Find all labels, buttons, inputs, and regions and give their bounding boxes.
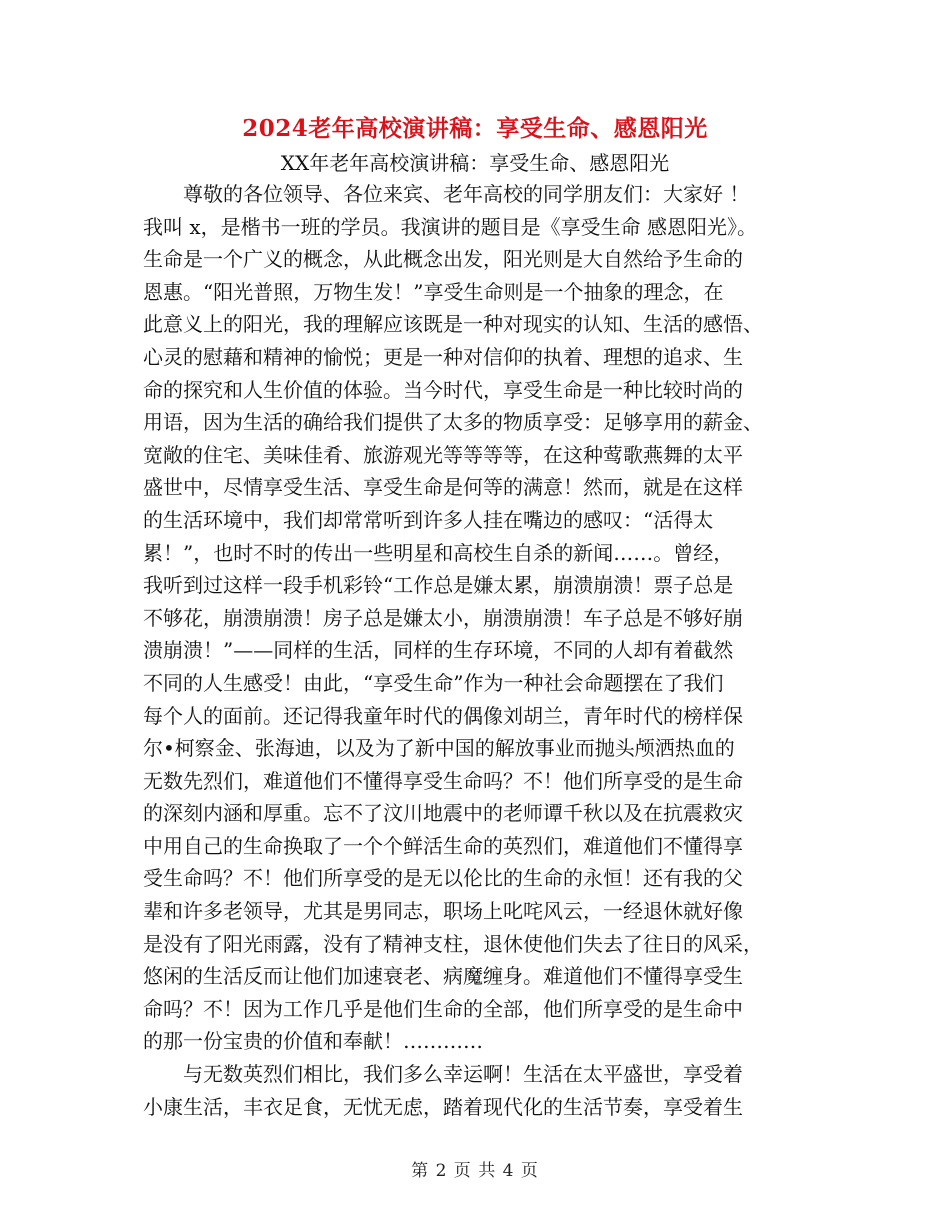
body-line: 的那一份宝贵的价值和奉献！………… <box>143 1029 483 1054</box>
document-title: 2024老年高校演讲稿：享受生命、感恩阳光 <box>242 115 708 142</box>
body-line: 命的探究和人生价值的体验。当今时代，享受生命是一种比较时尚的 <box>143 377 743 402</box>
body-line: 受生命吗？不！他们所享受的是无以伦比的生命的永恒！还有我的父 <box>143 866 743 891</box>
body-line: 是没有了阳光雨露，没有了精神支柱，退休使他们失去了往日的风采， <box>143 931 763 956</box>
document-subtitle: XX年老年高校演讲稿：享受生命、感恩阳光 <box>280 151 670 175</box>
body-line: 恩惠。“阳光普照，万物生发！”享受生命则是一个抽象的理念，在 <box>143 279 724 304</box>
body-line: 用语，因为生活的确给我们提供了太多的物质享受：足够享用的薪金、 <box>143 410 763 435</box>
body-line: 命吗？不！因为工作几乎是他们生命的全部，他们所享受的是生命中 <box>143 996 743 1021</box>
body-line: 不同的人生感受！由此，“享受生命”作为一种社会命题摆在了我们 <box>143 670 724 695</box>
body-line: 宽敞的住宅、美味佳肴、旅游观光等等等等，在这种莺歌燕舞的太平 <box>143 442 743 467</box>
body-line: 的生活环境中，我们却常常听到许多人挂在嘴边的感叹：“活得太 <box>143 507 714 532</box>
body-line: 辈和许多老领导，尤其是男同志，职场上叱咤风云，一经退休就好像 <box>143 899 743 924</box>
body-line: 尔•柯察金、张海迪，以及为了新中国的解放事业而抛头颅洒热血的 <box>143 736 735 761</box>
body-line: 与无数英烈们相比，我们多么幸运啊！生活在太平盛世，享受着 <box>183 1062 743 1087</box>
body-line: 尊敬的各位领导、各位来宾、老年高校的同学朋友们：大家好 ！ <box>183 182 750 206</box>
body-line: 悠闲的生活反而让他们加速衰老、病魔缠身。难道他们不懂得享受生 <box>143 964 743 989</box>
body-line: 累！”，也时不时的传出一些明星和高校生自杀的新闻……。曾经， <box>143 540 734 565</box>
page-number: 第 2 页 共 4 页 <box>411 1161 539 1181</box>
body-line: 此意义上的阳光，我的理解应该既是一种对现实的认知、生活的感悟、 <box>143 312 763 337</box>
body-line: 的深刻内涵和厚重。忘不了汶川地震中的老师谭千秋以及在抗震救灾 <box>143 801 743 826</box>
body-line: 盛世中，尽情享受生活、享受生命是何等的满意！然而，就是在这样 <box>143 475 743 500</box>
body-line: 不够花，崩溃崩溃！房子总是嫌太小，崩溃崩溃！车子总是不够好崩 <box>143 605 743 630</box>
body-line: 中用自己的生命换取了一个个鲜活生命的英烈们，难道他们不懂得享 <box>143 833 743 858</box>
body-line: 无数先烈们，难道他们不懂得享受生命吗？不！他们所享受的是生命 <box>143 768 743 793</box>
body-line: 溃崩溃！”——同样的生活，同样的生存环境，不同的人却有着截然 <box>143 638 734 663</box>
document-body <box>143 178 808 1123</box>
body-line: 每个人的面前。还记得我童年时代的偶像刘胡兰，青年时代的榜样保 <box>143 703 743 728</box>
body-line: 我听到过这样一段手机彩铃“工作总是嫌太累，崩溃崩溃！票子总是 <box>143 573 734 598</box>
body-line: 生命是一个广义的概念，从此概念出发，阳光则是大自然给予生命的 <box>143 247 743 272</box>
body-line: 心灵的慰藉和精神的愉悦；更是一种对信仰的执着、理想的追求、生 <box>143 344 743 369</box>
body-line: 小康生活，丰衣足食，无忧无虑，踏着现代化的生活节奏，享受着生 <box>143 1094 743 1119</box>
body-line: 我叫 x，是楷书一班的学员。我演讲的题目是《享受生命 感恩阳光》。 <box>143 214 757 239</box>
